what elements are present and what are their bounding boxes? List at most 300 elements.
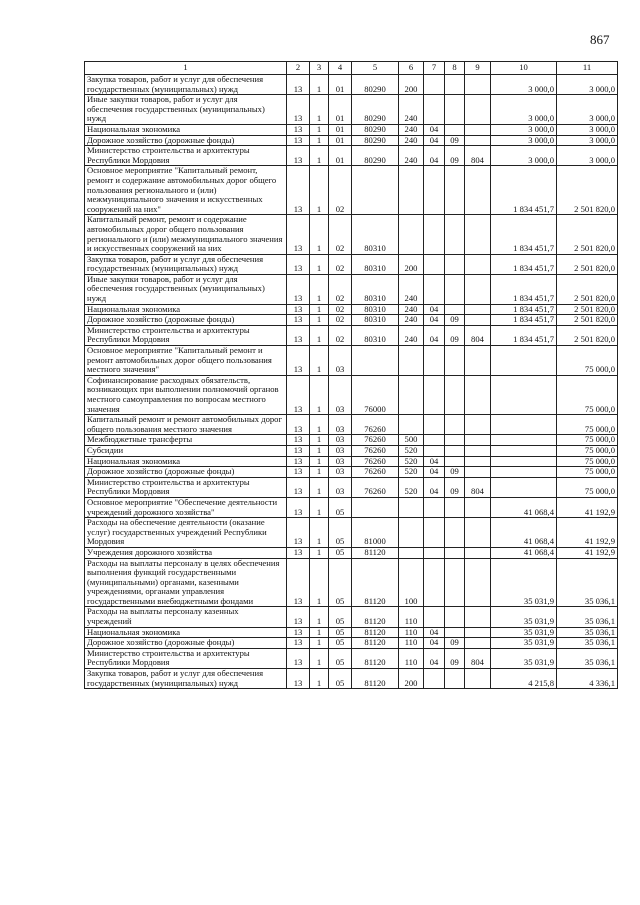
code-cell: 1: [310, 627, 329, 638]
code-cell: 05: [329, 648, 352, 668]
amount-cell: 1 834 451,7: [491, 274, 557, 304]
column-header: 10: [491, 62, 557, 75]
table-row: [85, 135, 618, 146]
code-cell: 04: [424, 315, 445, 326]
amount-cell: 2 501 820,0: [557, 304, 618, 315]
amount-cell: 3 000,0: [557, 75, 618, 95]
code-cell: 1: [310, 435, 329, 446]
code-cell: 804: [465, 477, 491, 497]
code-cell: 81120: [352, 669, 399, 689]
column-header: 2: [287, 62, 310, 75]
amount-cell: [491, 346, 557, 376]
code-cell: 05: [329, 497, 352, 517]
code-cell: [465, 445, 491, 456]
code-cell: 1: [310, 124, 329, 135]
code-cell: [445, 304, 465, 315]
amount-cell: [491, 415, 557, 435]
code-cell: [399, 375, 424, 414]
code-cell: 13: [287, 274, 310, 304]
table-row: [85, 435, 618, 446]
code-cell: 1: [310, 518, 329, 548]
code-cell: [465, 547, 491, 558]
table-row: [85, 627, 618, 638]
column-header: 8: [445, 62, 465, 75]
table-row: [85, 445, 618, 456]
line-item-name: Основное мероприятие "Капитальный ремонт, ремонт и содержание автомобильных дорог общего пользования регионального и (или) межмуниципального значения и искусственных сооружений на них": [85, 166, 287, 215]
code-cell: 1: [310, 346, 329, 376]
code-cell: 240: [399, 135, 424, 146]
table-row: [85, 607, 618, 627]
table-row: [85, 274, 618, 304]
code-cell: 1: [310, 547, 329, 558]
code-cell: 05: [329, 558, 352, 607]
code-cell: [465, 274, 491, 304]
line-item-name: Расходы на обеспечение деятельности (оказание услуг) государственных учреждений Республики Мордовия: [85, 518, 287, 548]
table-row: [85, 315, 618, 326]
amount-cell: 35 031,9: [491, 607, 557, 627]
amount-cell: 3 000,0: [557, 135, 618, 146]
code-cell: [465, 124, 491, 135]
code-cell: 03: [329, 435, 352, 446]
code-cell: 200: [399, 75, 424, 95]
amount-cell: 75 000,0: [557, 375, 618, 414]
code-cell: 81120: [352, 638, 399, 649]
code-cell: [399, 166, 424, 215]
code-cell: 1: [310, 146, 329, 166]
code-cell: [465, 75, 491, 95]
code-cell: 13: [287, 607, 310, 627]
amount-cell: 4 336,1: [557, 669, 618, 689]
code-cell: [445, 445, 465, 456]
code-cell: 03: [329, 375, 352, 414]
code-cell: 09: [445, 135, 465, 146]
column-header: 9: [465, 62, 491, 75]
code-cell: [399, 346, 424, 376]
code-cell: 13: [287, 325, 310, 345]
code-cell: [445, 274, 465, 304]
code-cell: 76260: [352, 477, 399, 497]
code-cell: 76000: [352, 375, 399, 414]
code-cell: 02: [329, 315, 352, 326]
code-cell: [465, 435, 491, 446]
code-cell: 05: [329, 638, 352, 649]
amount-cell: 35 031,9: [491, 638, 557, 649]
code-cell: 500: [399, 435, 424, 446]
amount-cell: 3 000,0: [557, 124, 618, 135]
code-cell: 02: [329, 254, 352, 274]
amount-cell: 35 031,9: [491, 558, 557, 607]
amount-cell: 41 068,4: [491, 497, 557, 517]
table-row: [85, 346, 618, 376]
code-cell: 03: [329, 456, 352, 467]
table-row: [85, 518, 618, 548]
code-cell: [424, 547, 445, 558]
code-cell: [424, 274, 445, 304]
code-cell: 81120: [352, 627, 399, 638]
code-cell: 80310: [352, 304, 399, 315]
line-item-name: Учреждения дорожного хозяйства: [85, 547, 287, 558]
amount-cell: [491, 456, 557, 467]
line-item-name: Дорожное хозяйство (дорожные фонды): [85, 315, 287, 326]
table-row: [85, 669, 618, 689]
line-item-name: Капитальный ремонт и ремонт автомобильных дорог общего пользования местного значения: [85, 415, 287, 435]
line-item-name: Закупка товаров, работ и услуг для обеспечения государственных (муниципальных) нужд: [85, 254, 287, 274]
column-header: 7: [424, 62, 445, 75]
code-cell: 09: [445, 638, 465, 649]
line-item-name: Расходы на выплаты персоналу в целях обеспечения выполнения функций государственными (муниципальными) органами, казенными учреждениями, органами управления государственными внебюджетными фондами: [85, 558, 287, 607]
code-cell: 1: [310, 638, 329, 649]
budget-table: [84, 61, 618, 689]
code-cell: [424, 95, 445, 125]
line-item-name: Основное мероприятие "Капитальный ремонт и ремонт автомобильных дорог общего пользования местного значения": [85, 346, 287, 376]
table-row: [85, 146, 618, 166]
table-row: [85, 124, 618, 135]
table-row: [85, 215, 618, 254]
code-cell: 09: [445, 648, 465, 668]
code-cell: 13: [287, 435, 310, 446]
table-row: [85, 467, 618, 478]
table-row: [85, 75, 618, 95]
code-cell: 200: [399, 254, 424, 274]
line-item-name: Закупка товаров, работ и услуг для обеспечения государственных (муниципальных) нужд: [85, 669, 287, 689]
amount-cell: 2 501 820,0: [557, 325, 618, 345]
code-cell: [445, 415, 465, 435]
code-cell: [465, 518, 491, 548]
code-cell: [352, 497, 399, 517]
code-cell: 04: [424, 648, 445, 668]
code-cell: 09: [445, 477, 465, 497]
code-cell: [445, 607, 465, 627]
code-cell: 13: [287, 669, 310, 689]
code-cell: [465, 304, 491, 315]
code-cell: 13: [287, 547, 310, 558]
table-row: [85, 95, 618, 125]
code-cell: 01: [329, 124, 352, 135]
header-row: [85, 62, 618, 75]
code-cell: [465, 669, 491, 689]
amount-cell: 3 000,0: [557, 146, 618, 166]
code-cell: 80290: [352, 124, 399, 135]
code-cell: [445, 215, 465, 254]
code-cell: 520: [399, 467, 424, 478]
code-cell: 520: [399, 477, 424, 497]
line-item-name: Национальная экономика: [85, 304, 287, 315]
code-cell: 13: [287, 135, 310, 146]
code-cell: 110: [399, 607, 424, 627]
code-cell: 13: [287, 415, 310, 435]
code-cell: 80310: [352, 315, 399, 326]
code-cell: 01: [329, 75, 352, 95]
line-item-name: Межбюджетные трансферты: [85, 435, 287, 446]
column-header: 1: [85, 62, 287, 75]
code-cell: [445, 497, 465, 517]
amount-cell: 41 068,4: [491, 518, 557, 548]
code-cell: 05: [329, 669, 352, 689]
code-cell: 81120: [352, 648, 399, 668]
code-cell: 04: [424, 124, 445, 135]
amount-cell: 35 031,9: [491, 627, 557, 638]
amount-cell: 3 000,0: [491, 135, 557, 146]
code-cell: 1: [310, 75, 329, 95]
code-cell: 13: [287, 75, 310, 95]
code-cell: 100: [399, 558, 424, 607]
amount-cell: 75 000,0: [557, 456, 618, 467]
amount-cell: 1 834 451,7: [491, 315, 557, 326]
code-cell: [445, 375, 465, 414]
code-cell: [465, 415, 491, 435]
code-cell: [445, 346, 465, 376]
code-cell: 04: [424, 304, 445, 315]
amount-cell: 2 501 820,0: [557, 215, 618, 254]
code-cell: 80310: [352, 274, 399, 304]
code-cell: [424, 669, 445, 689]
code-cell: 02: [329, 274, 352, 304]
code-cell: 1: [310, 445, 329, 456]
line-item-name: Иные закупки товаров, работ и услуг для обеспечения государственных (муниципальных) нужд: [85, 274, 287, 304]
line-item-name: Дорожное хозяйство (дорожные фонды): [85, 467, 287, 478]
amount-cell: 3 000,0: [491, 124, 557, 135]
code-cell: 1: [310, 304, 329, 315]
code-cell: 02: [329, 166, 352, 215]
code-cell: [465, 135, 491, 146]
code-cell: 13: [287, 166, 310, 215]
line-item-name: Дорожное хозяйство (дорожные фонды): [85, 638, 287, 649]
code-cell: 1: [310, 315, 329, 326]
code-cell: 13: [287, 146, 310, 166]
code-cell: 1: [310, 456, 329, 467]
code-cell: 13: [287, 467, 310, 478]
column-header: 5: [352, 62, 399, 75]
line-item-name: Софинансирование расходных обязательств, возникающих при выполнении полномочий органов местного самоуправления по вопросам местного значения: [85, 375, 287, 414]
code-cell: 09: [445, 146, 465, 166]
code-cell: [465, 166, 491, 215]
code-cell: 804: [465, 648, 491, 668]
code-cell: [465, 315, 491, 326]
code-cell: [445, 124, 465, 135]
code-cell: [399, 547, 424, 558]
code-cell: 09: [445, 467, 465, 478]
code-cell: 05: [329, 607, 352, 627]
code-cell: 1: [310, 607, 329, 627]
line-item-name: Национальная экономика: [85, 456, 287, 467]
code-cell: [465, 375, 491, 414]
line-item-name: Министерство строительства и архитектуры Республики Мордовия: [85, 477, 287, 497]
code-cell: 02: [329, 304, 352, 315]
code-cell: 13: [287, 558, 310, 607]
code-cell: 81120: [352, 607, 399, 627]
code-cell: 1: [310, 215, 329, 254]
code-cell: 02: [329, 325, 352, 345]
table-row: [85, 325, 618, 345]
amount-cell: 41 068,4: [491, 547, 557, 558]
table-row: [85, 497, 618, 517]
code-cell: 04: [424, 456, 445, 467]
code-cell: [352, 346, 399, 376]
line-item-name: Основное мероприятие "Обеспечение деятельности учреждений дорожного хозяйства": [85, 497, 287, 517]
code-cell: 03: [329, 415, 352, 435]
table-row: [85, 648, 618, 668]
code-cell: 03: [329, 467, 352, 478]
code-cell: 76260: [352, 415, 399, 435]
code-cell: 80290: [352, 135, 399, 146]
code-cell: [465, 558, 491, 607]
amount-cell: [491, 435, 557, 446]
code-cell: 76260: [352, 435, 399, 446]
code-cell: 05: [329, 547, 352, 558]
code-cell: 81120: [352, 558, 399, 607]
code-cell: 13: [287, 124, 310, 135]
line-item-name: Национальная экономика: [85, 124, 287, 135]
line-item-name: Иные закупки товаров, работ и услуг для обеспечения государственных (муниципальных) нужд: [85, 95, 287, 125]
code-cell: 04: [424, 325, 445, 345]
code-cell: [445, 456, 465, 467]
code-cell: [445, 518, 465, 548]
code-cell: 520: [399, 456, 424, 467]
code-cell: [424, 558, 445, 607]
code-cell: 1: [310, 325, 329, 345]
code-cell: 09: [445, 325, 465, 345]
budget-table-body: [85, 75, 618, 689]
code-cell: 240: [399, 274, 424, 304]
code-cell: [445, 669, 465, 689]
amount-cell: [491, 477, 557, 497]
code-cell: 76260: [352, 467, 399, 478]
line-item-name: Министерство строительства и архитектуры Республики Мордовия: [85, 325, 287, 345]
code-cell: [465, 215, 491, 254]
code-cell: 80290: [352, 95, 399, 125]
code-cell: [424, 166, 445, 215]
code-cell: 240: [399, 124, 424, 135]
code-cell: [424, 497, 445, 517]
code-cell: [445, 95, 465, 125]
code-cell: 03: [329, 346, 352, 376]
amount-cell: 41 192,9: [557, 518, 618, 548]
amount-cell: 75 000,0: [557, 445, 618, 456]
amount-cell: 1 834 451,7: [491, 325, 557, 345]
code-cell: [445, 254, 465, 274]
table-row: [85, 304, 618, 315]
code-cell: 13: [287, 456, 310, 467]
code-cell: [424, 435, 445, 446]
amount-cell: 2 501 820,0: [557, 274, 618, 304]
code-cell: 02: [329, 215, 352, 254]
code-cell: 05: [329, 627, 352, 638]
line-item-name: Субсидии: [85, 445, 287, 456]
code-cell: [424, 254, 445, 274]
code-cell: 240: [399, 95, 424, 125]
amount-cell: 75 000,0: [557, 435, 618, 446]
code-cell: [424, 607, 445, 627]
line-item-name: Дорожное хозяйство (дорожные фонды): [85, 135, 287, 146]
column-header: 11: [557, 62, 618, 75]
code-cell: 80310: [352, 325, 399, 345]
code-cell: [465, 638, 491, 649]
table-row: [85, 547, 618, 558]
code-cell: 13: [287, 445, 310, 456]
code-cell: [399, 415, 424, 435]
amount-cell: 41 192,9: [557, 497, 618, 517]
amount-cell: [491, 445, 557, 456]
code-cell: 240: [399, 146, 424, 166]
code-cell: 13: [287, 497, 310, 517]
code-cell: [399, 497, 424, 517]
line-item-name: Министерство строительства и архитектуры Республики Мордовия: [85, 146, 287, 166]
code-cell: 03: [329, 445, 352, 456]
amount-cell: 1 834 451,7: [491, 166, 557, 215]
code-cell: 01: [329, 135, 352, 146]
code-cell: [465, 497, 491, 517]
code-cell: 80290: [352, 146, 399, 166]
code-cell: 04: [424, 467, 445, 478]
code-cell: 76260: [352, 456, 399, 467]
code-cell: 1: [310, 558, 329, 607]
amount-cell: 75 000,0: [557, 346, 618, 376]
amount-cell: [491, 375, 557, 414]
code-cell: 1: [310, 95, 329, 125]
code-cell: [465, 456, 491, 467]
code-cell: 80310: [352, 254, 399, 274]
line-item-name: Министерство строительства и архитектуры Республики Мордовия: [85, 648, 287, 668]
code-cell: 13: [287, 254, 310, 274]
code-cell: 1: [310, 669, 329, 689]
code-cell: [465, 627, 491, 638]
amount-cell: 41 192,9: [557, 547, 618, 558]
table-row: [85, 456, 618, 467]
code-cell: 1: [310, 274, 329, 304]
code-cell: [424, 346, 445, 376]
table-row: [85, 558, 618, 607]
code-cell: 110: [399, 627, 424, 638]
code-cell: 13: [287, 627, 310, 638]
amount-cell: 1 834 451,7: [491, 304, 557, 315]
code-cell: [465, 254, 491, 274]
amount-cell: 35 036,1: [557, 627, 618, 638]
amount-cell: 35 031,9: [491, 648, 557, 668]
code-cell: 1: [310, 135, 329, 146]
code-cell: 13: [287, 346, 310, 376]
code-cell: 81120: [352, 547, 399, 558]
code-cell: [352, 166, 399, 215]
code-cell: [424, 415, 445, 435]
code-cell: 1: [310, 477, 329, 497]
table-row: [85, 254, 618, 274]
code-cell: 240: [399, 325, 424, 345]
amount-cell: 1 834 451,7: [491, 254, 557, 274]
code-cell: [465, 346, 491, 376]
code-cell: 81000: [352, 518, 399, 548]
table-row: [85, 415, 618, 435]
code-cell: 804: [465, 146, 491, 166]
code-cell: 80310: [352, 215, 399, 254]
code-cell: [424, 518, 445, 548]
column-header: 6: [399, 62, 424, 75]
code-cell: 09: [445, 315, 465, 326]
amount-cell: 3 000,0: [491, 95, 557, 125]
amount-cell: 35 036,1: [557, 558, 618, 607]
amount-cell: 2 501 820,0: [557, 166, 618, 215]
code-cell: [445, 547, 465, 558]
code-cell: 13: [287, 477, 310, 497]
code-cell: 01: [329, 146, 352, 166]
code-cell: [424, 215, 445, 254]
line-item-name: Расходы на выплаты персоналу казенных учреждений: [85, 607, 287, 627]
code-cell: 13: [287, 215, 310, 254]
line-item-name: Капитальный ремонт, ремонт и содержание автомобильных дорог общего пользования регионального и (или) межмуниципального значения и искусственных сооружений на них: [85, 215, 287, 254]
code-cell: [445, 435, 465, 446]
code-cell: 05: [329, 518, 352, 548]
code-cell: 04: [424, 627, 445, 638]
code-cell: [424, 375, 445, 414]
